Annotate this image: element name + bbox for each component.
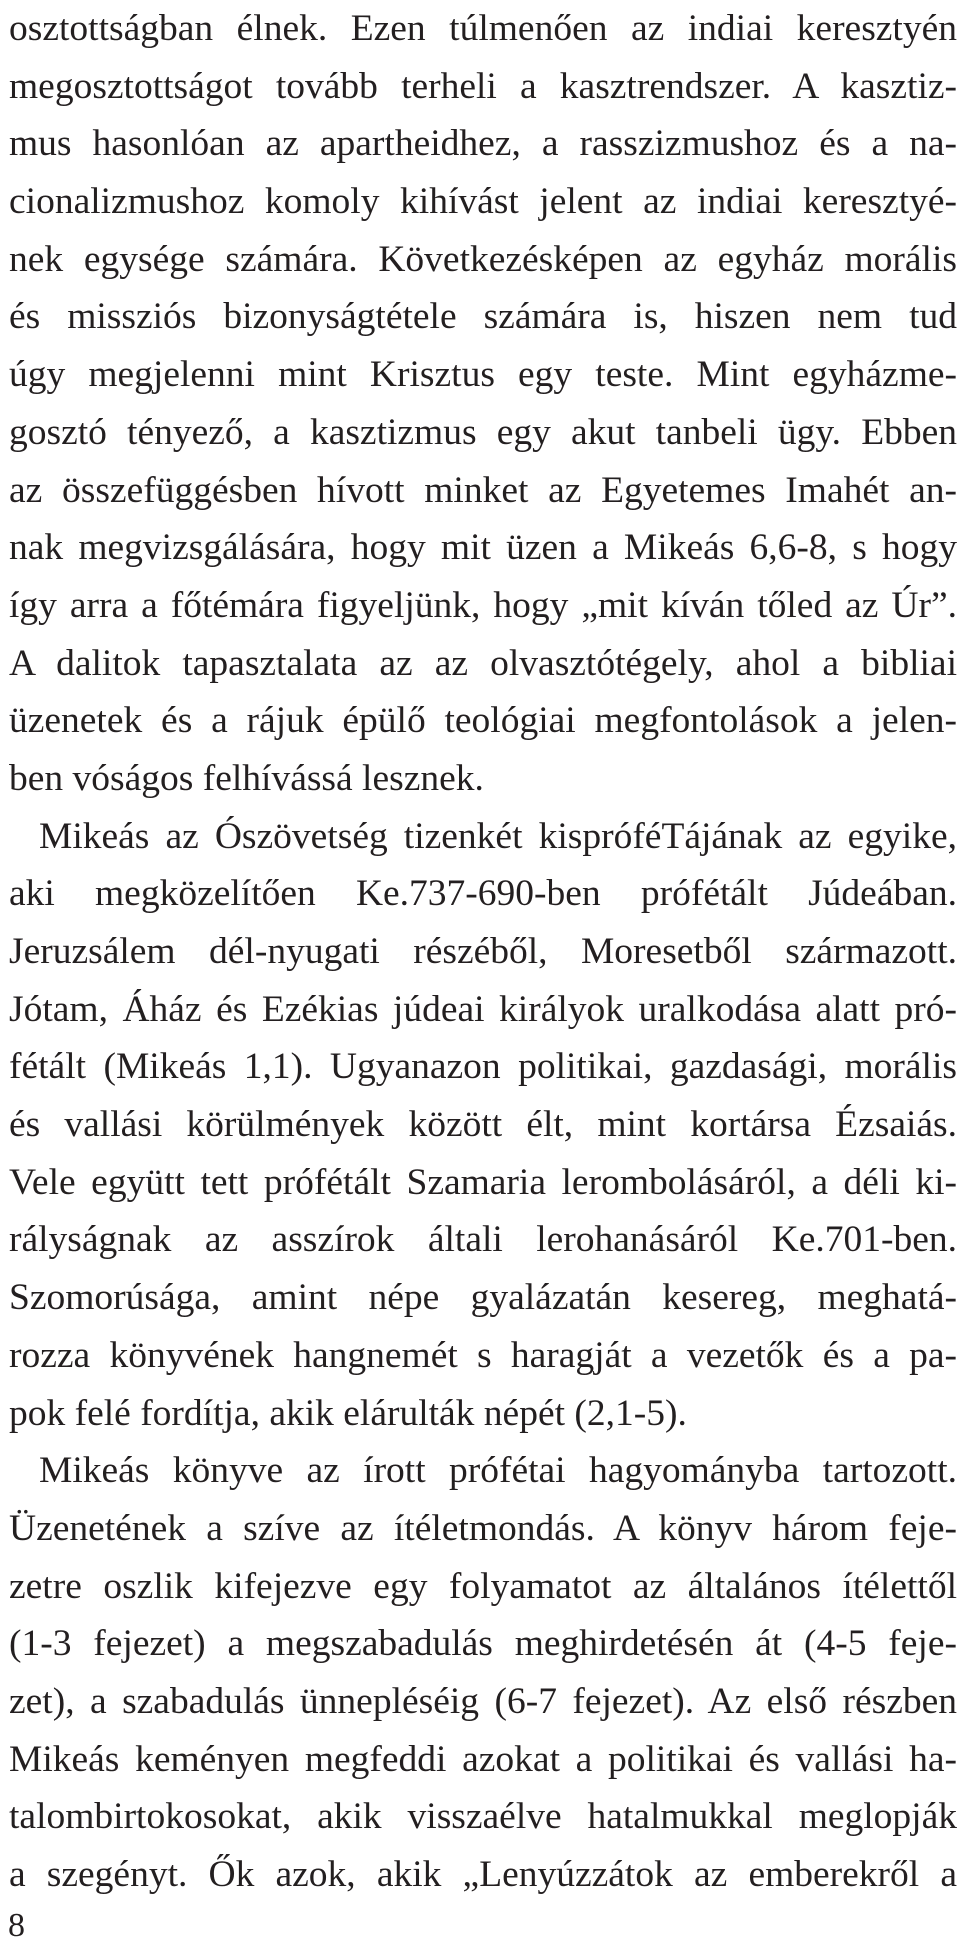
text-line: Vele együtt tett prófétált Szamaria lerombolásáról, a déli ki- xyxy=(9,1161,957,1203)
paragraph xyxy=(9,0,957,808)
text-line: mus hasonlóan az apartheidhez, a rasszizmushoz és a na- xyxy=(9,123,957,165)
text-line: üzenetek és a rájuk épülő teológiai megfontolások a jelen- xyxy=(9,700,957,742)
text-line: Mikeás az Ószövetség tizenkét kispróféTájának az egyike, xyxy=(39,815,957,857)
text-line: osztottságban élnek. Ezen túlmenően az indiai keresztyén xyxy=(9,8,957,49)
text-line: a szegényt. Ők azok, akik „Lenyúzzátok az emberekről a xyxy=(9,1854,957,1895)
text-line: nak megvizsgálására, hogy mit üzen a Mikeás 6,6-8, s hogy xyxy=(9,527,957,569)
text-line: zetre oszlik kifejezve egy folyamatot az általános ítélettől xyxy=(9,1565,957,1607)
text-line: talombirtokosokat, akik visszaélve hatalmukkal meglopják xyxy=(9,1796,957,1838)
text-line: A dalitok tapasztalata az az olvasztótégely, ahol a bibliai xyxy=(9,642,957,684)
text-line: Mikeás könyve az írott prófétai hagyományba tartozott. xyxy=(39,1450,957,1492)
text-line: ben vóságos felhívássá lesznek. xyxy=(9,757,484,799)
text-line: cionalizmushoz komoly kihívást jelent az indiai keresztyé- xyxy=(9,181,957,223)
text-line: így arra a főtémára figyeljünk, hogy „mit kíván tőled az Úr”. xyxy=(9,584,957,626)
text-line: Üzenetének a szíve az ítéletmondás. A könyv három feje- xyxy=(9,1507,957,1549)
text-line: és missziós bizonyságtétele számára is, hiszen nem tud xyxy=(9,296,957,338)
text-line: és vallási körülmények között élt, mint kortársa Ézsaiás. xyxy=(9,1104,957,1146)
text-line: pok felé fordítja, akik elárulták népét (2,1-5). xyxy=(9,1392,687,1434)
text-line: rályságnak az asszírok általi lerohanásáról Ke.701-ben. xyxy=(9,1219,957,1261)
paragraph xyxy=(9,808,957,1443)
text-line: megosztottságot tovább terheli a kasztrendszer. A kasztiz- xyxy=(9,65,957,107)
text-line: zet), a szabadulás ünnepléséig (6-7 fejezet). Az első részben xyxy=(9,1680,957,1722)
text-line: Jótam, Áház és Ezékias júdeai királyok uralkodása alatt pró- xyxy=(9,988,957,1030)
page-body xyxy=(9,0,957,1904)
text-line: az összefüggésben hívott minket az Egyetemes Imahét an- xyxy=(9,469,957,511)
text-line: (1-3 fejezet) a megszabadulás meghirdetésén át (4-5 feje- xyxy=(9,1623,957,1665)
text-line: fétált (Mikeás 1,1). Ugyanazon politikai, gazdasági, morális xyxy=(9,1046,957,1088)
text-line: Jeruzsálem dél-nyugati részéből, Moresetből származott. xyxy=(9,931,957,972)
text-line: rozza könyvének hangnemét s haragját a vezetők és a pa- xyxy=(9,1334,957,1376)
page-number: 8 xyxy=(8,1907,25,1944)
paragraph xyxy=(9,1442,957,1904)
text-line: Szomorúsága, amint népe gyalázatán kesereg, meghatá- xyxy=(9,1277,957,1319)
text-line: Mikeás keményen megfeddi azokat a politikai és vallási ha- xyxy=(9,1738,957,1780)
text-line: gosztó tényező, a kasztizmus egy akut tanbeli ügy. Ebben xyxy=(9,411,957,453)
text-line: aki megközelítően Ke.737-690-ben prófétált Júdeában. xyxy=(9,873,957,915)
text-line: nek egysége számára. Következésképen az egyház morális xyxy=(9,238,957,280)
text-line: úgy megjelenni mint Krisztus egy teste. Mint egyházme- xyxy=(9,354,957,396)
